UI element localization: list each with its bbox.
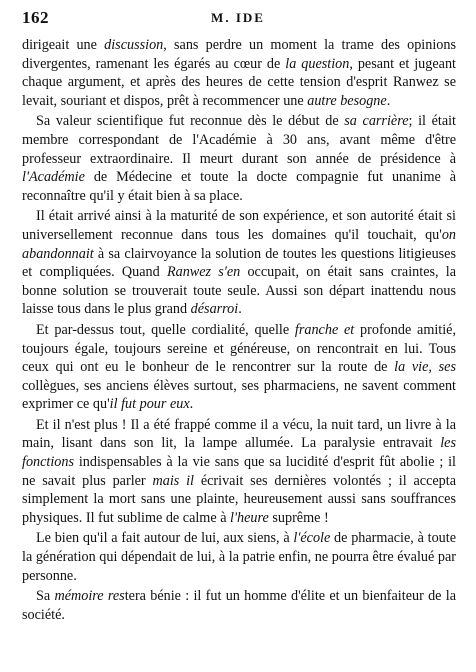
text-run: . [238,301,242,318]
italic-text: franche et [294,321,355,338]
paragraph [22,587,456,624]
italic-text: la question [285,55,350,72]
italic-text: désarroi [190,301,239,318]
text-run: indispensables à la vie sans que sa lucidité d'esprit fût abolie ; il ne savait plus parler [22,454,456,489]
text-run: occupait, on était sans craintes, la bonne solution se trouverait toute seule. Aussi son départ inattendu nous laisse tous dans le plus grand [22,264,456,318]
text-run: Sa [36,588,55,605]
text-run: tera bénie : il fut un homme d'élite et un bienfaiteur de la société. [22,588,457,623]
italic-text: autre besogne [307,92,387,109]
text-run: Le bien qu'il a fait autour de lui, aux siens, à [36,530,294,547]
italic-text: les fonctions [22,435,456,471]
text-run: écrivait ses dernières volontés ; il accepta simplement la mort sans une plainte, heureusement aussi sans souffrances physiques. Il fut sublime de calme à [22,472,457,526]
italic-text: discussion [104,37,164,53]
text-run: ; il était membre correspondant de l'Académie à 30 ans, avant même d'être professeur extraordinaire. Il meurt durant son année de présidence à [22,113,456,167]
text-run: de pharmacie, à toute la génération qui dépendait de lui, à la patrie enfin, ne pourra être évalué par personne. [22,530,456,584]
running-head: M. IDE [211,10,265,25]
italic-text: Ranwez s'en [166,264,241,281]
text-run: à sa clairvoyance la solution de toutes les questions litigieuses et compliquées. Quand [22,245,456,281]
italic-text: mémoire res [54,588,125,605]
page-header [0,8,476,30]
text-run: dirigeait une [22,37,105,53]
italic-text: l'école [293,530,331,547]
page-number: 162 [22,8,49,27]
italic-text: il fut pour eux [109,396,190,413]
italic-text: la vie, ses [394,359,456,376]
text-run: Et il n'est plus ! Il a été frappé comme il a vécu, la nuit tard, un livre à la main, lisant dans son lit, la lampe allumée. La paralysie entravait [22,416,456,452]
body-text [22,36,456,624]
paragraph [22,416,456,528]
text-run: . [386,92,391,109]
text-run: Il était arrivé ainsi à la maturité de son expérience, et son autorité était si universellement reconnue dans tous les domaines qu'il touchait, qu' [22,208,456,243]
italic-text: sa carrière [344,113,409,130]
paragraph [22,112,456,205]
italic-text: on abandonnait [22,226,456,262]
text-run: , pesant et jugeant chaque argument, et après des heures de cette tension d'esprit Ranwez se levait, souriant et dispos, prêt à recommencer une [22,55,456,109]
paragraph [22,529,456,585]
italic-text: l'Académie [22,169,85,186]
paragraph [22,36,456,110]
text-run: Et par-dessus tout, quelle cordialité, quelle [36,321,295,338]
italic-text: mais il [152,472,194,489]
text-run: . [189,396,194,413]
text-run: collègues, ses anciens élèves surtout, ses pharmaciens, ne savent comment exprimer ce qu' [22,377,456,413]
italic-text: l'heure [230,509,269,526]
text-run: suprême ! [268,509,329,526]
text-run: , sans perdre un moment la trame des opinions divergentes, ramenant les égarés au cœur de [22,37,456,72]
paragraph [22,207,456,319]
paragraph [22,321,456,414]
text-run: de Médecine et toute la docte compagnie fut unanime à reconnaître qu'il y était bien à sa place. [22,169,456,204]
text-run: profonde amitié, toujours égale, toujours sereine et généreuse, on rencontrait en lui. Tous ceux qui ont eu le bonheur de le rencontrer sur la route de [22,321,457,376]
text-run: Sa valeur scientifique fut reconnue dès le début de [36,113,345,130]
